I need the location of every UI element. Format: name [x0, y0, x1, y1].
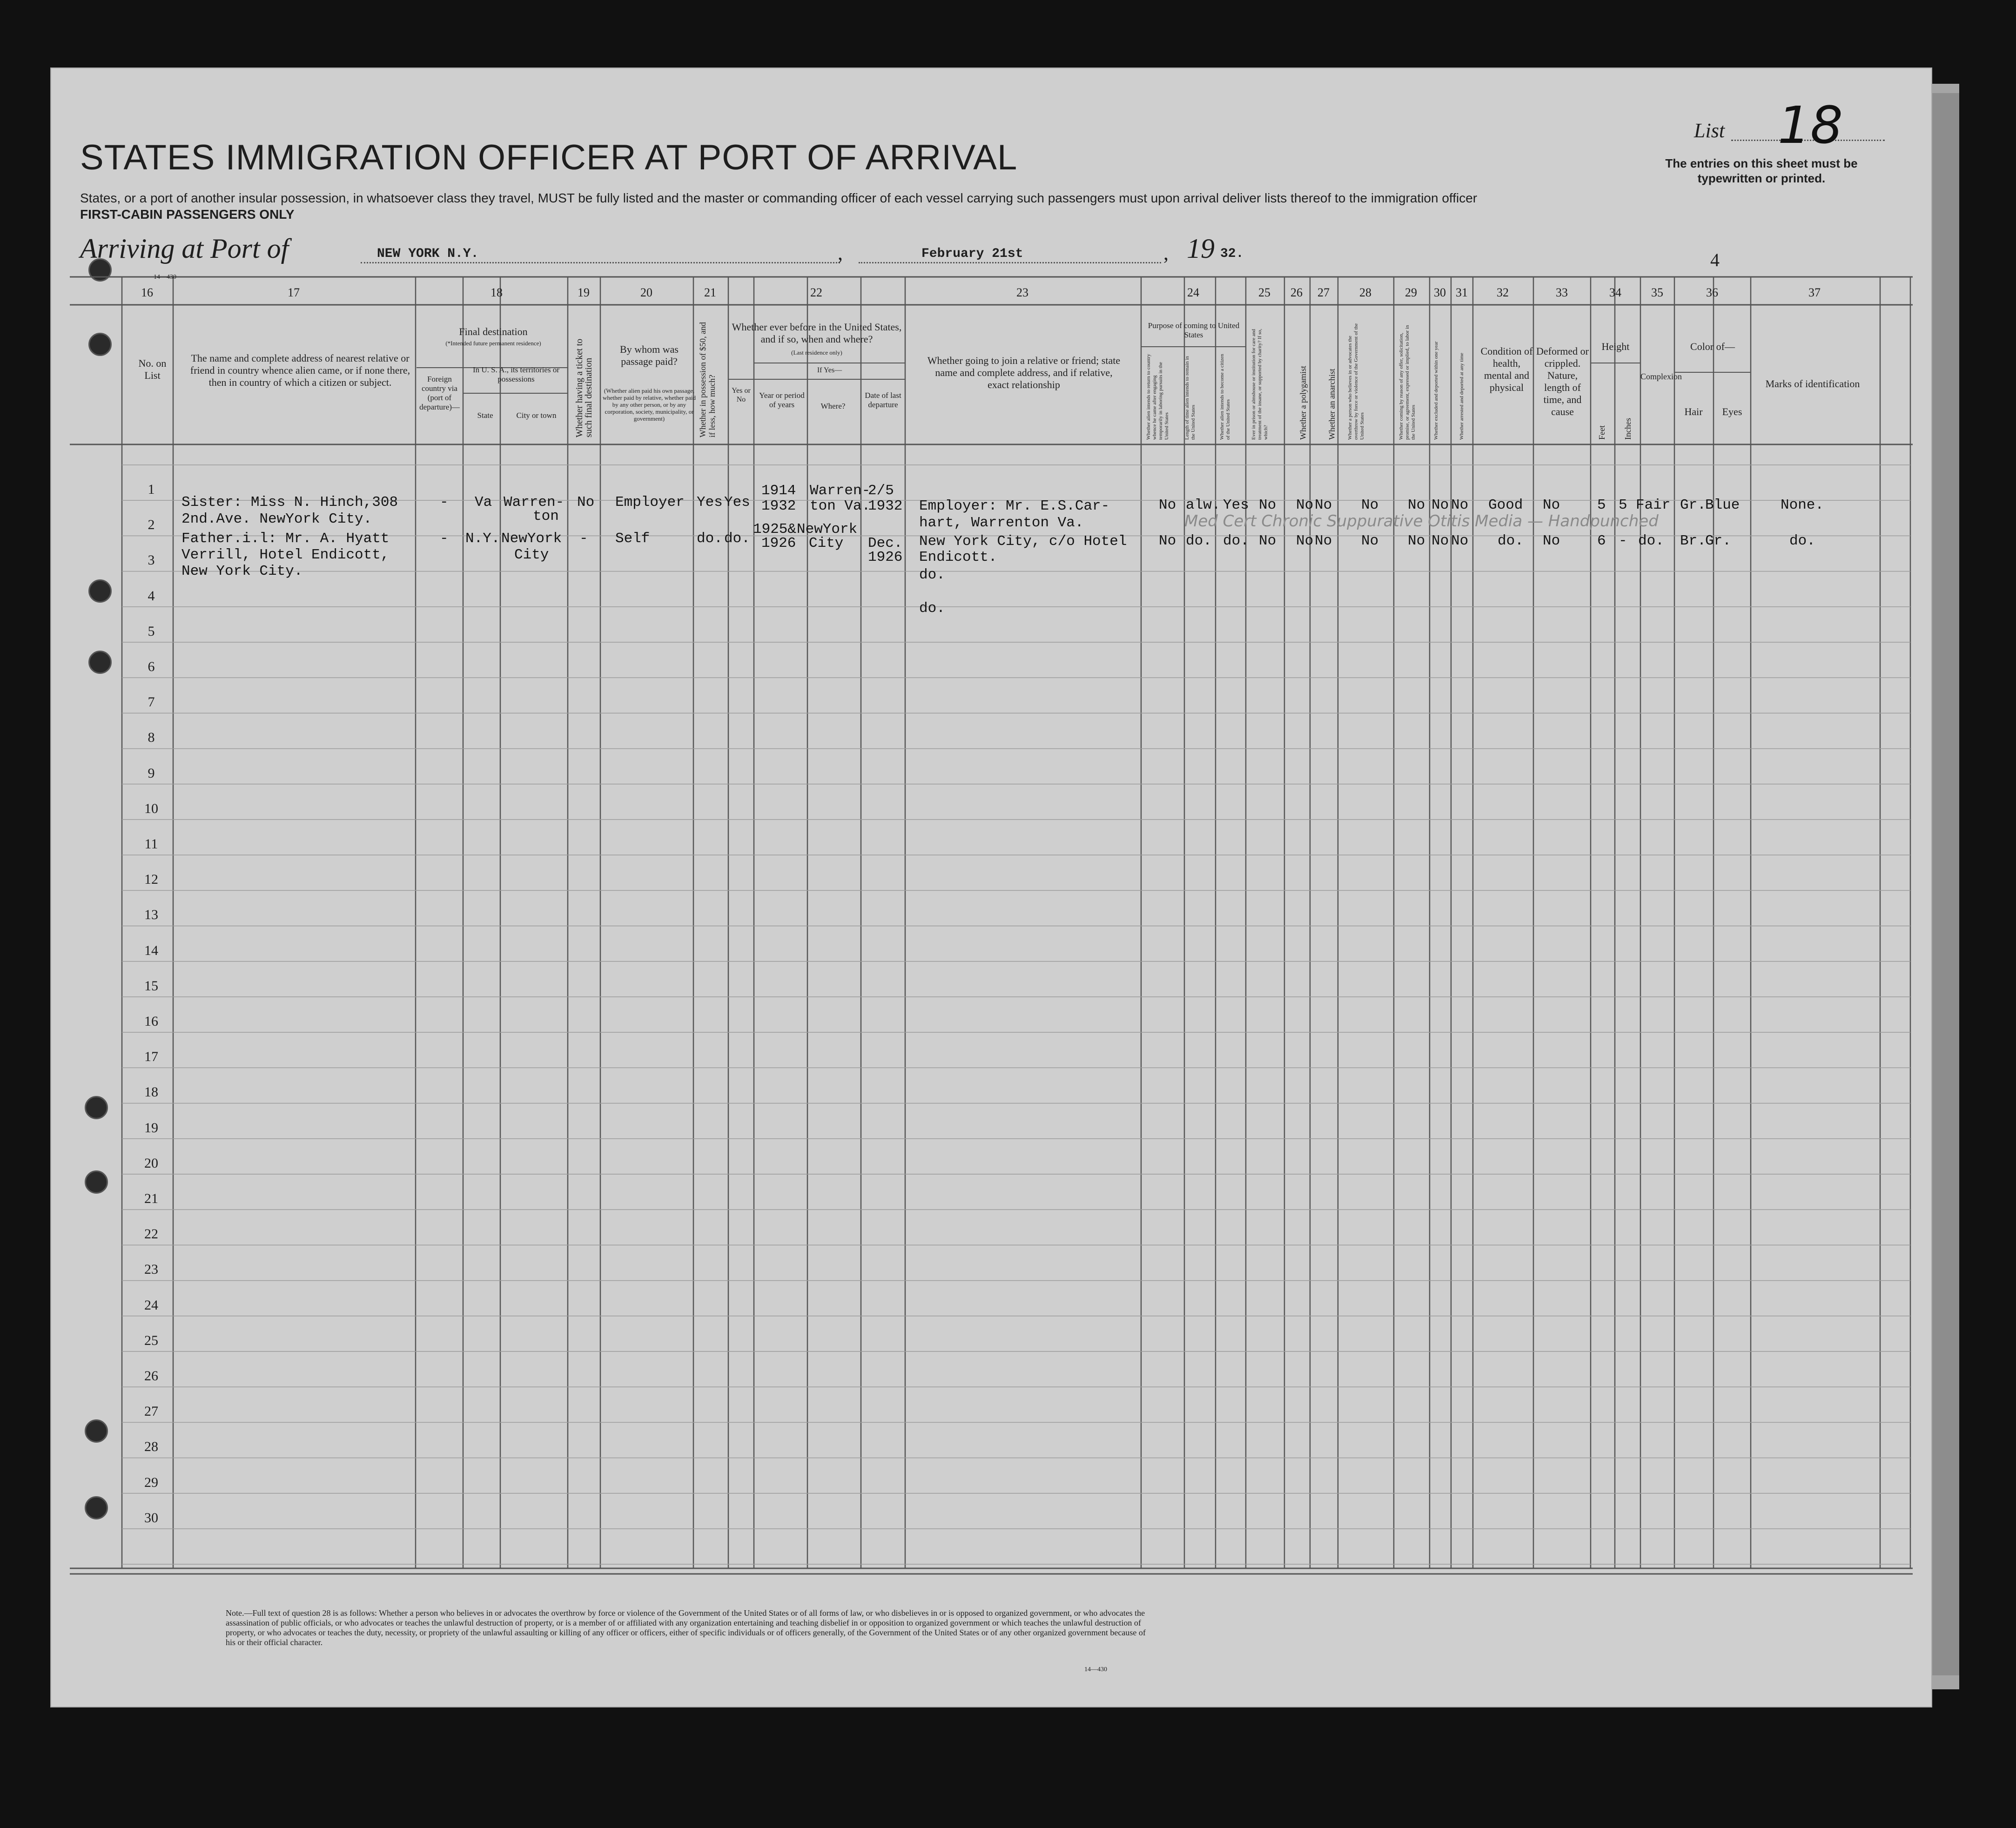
hair-color: Br. [1680, 533, 1706, 549]
years: 1926 [761, 535, 796, 551]
port-line [361, 262, 840, 263]
row-number: 25 [144, 1332, 158, 1348]
header-yes-no: Yes or No [732, 387, 751, 403]
column-number: 25 [1258, 286, 1270, 299]
foreign-country: - [440, 494, 449, 511]
column-number: 21 [704, 286, 716, 299]
arriving-label: Arriving at Port of [80, 233, 289, 264]
header-joining: Whether going to join a relative or friend; state name and complete address, and if relative, exact relationship [927, 355, 1121, 390]
row-number: 5 [148, 623, 155, 639]
row-number: 20 [144, 1155, 158, 1171]
header-money: Whether in possession of $50, and if less, how much? [698, 322, 717, 437]
header-polygamist: Whether a polygamist [1298, 366, 1308, 440]
last-departure: 1932 [868, 498, 903, 514]
handwritten-annotation: Med Cert Chronic Suppurative Otitis Media — Handpunched [1184, 512, 1659, 531]
header-last-residence: (Last residence only) [791, 349, 842, 356]
form-subtitle: States, or a port of another insular possession, in whatsoever class they travel, MUST be fully listed and the master or commanding officer of each vessel carrying such passengers must upon arrival deliver lists thereof to the immigration officer [80, 191, 1478, 205]
question-31: No [1451, 497, 1469, 513]
where: ton Va. [810, 498, 871, 514]
header-height: Height [1601, 341, 1630, 352]
header-if-yes: If Yes— [817, 366, 842, 374]
row-number: 2 [148, 517, 155, 533]
typewritten-note: The entries on this sheet must be typewritten or printed. [1665, 156, 1858, 185]
height-feet: 5 [1597, 497, 1606, 513]
return-intent: No [1159, 533, 1176, 549]
deformed: No [1543, 533, 1560, 549]
relative-address: Father.i.l: Mr. A. Hyatt [181, 531, 390, 547]
column-number: 24 [1187, 286, 1199, 299]
identification-marks: None. [1781, 497, 1824, 513]
footnote-code: 14—430 [1084, 1666, 1107, 1673]
header-q29: Whether coming by reason of any offer, solicitation, promise, or agreement, expressed or implied, to labor in the United States [1398, 325, 1416, 440]
column-number: 30 [1434, 286, 1446, 299]
destination-city: City [514, 547, 549, 563]
header-complexion: Complexion [1640, 372, 1682, 381]
complexion: Fair [1636, 497, 1671, 513]
prison: No [1259, 497, 1277, 513]
row-number: 15 [144, 978, 158, 994]
question-28: No [1361, 533, 1379, 549]
sheet-number: 4 [1710, 249, 1720, 270]
column-number: 32 [1497, 286, 1509, 299]
row-number: 26 [144, 1368, 158, 1384]
health: Good [1488, 497, 1523, 513]
relative-address: 2nd.Ave. NewYork City. [181, 511, 372, 527]
polygamist: No [1296, 533, 1314, 549]
row-number: 3 [148, 552, 155, 568]
column-number: 16 [141, 286, 153, 299]
row-number: 13 [144, 907, 158, 923]
passage-paid-by: Employer [615, 494, 685, 511]
joining-relative: Endicott. [919, 549, 997, 565]
row-number: 23 [144, 1262, 158, 1277]
eye-color: Blue [1705, 497, 1740, 513]
ever-before: do. [724, 531, 750, 547]
header-ticket: Whether having a ticket to such final destination [574, 338, 594, 437]
header-purpose: Purpose of coming to United States [1148, 321, 1240, 339]
question-29: No [1408, 497, 1425, 513]
header-in-usa: In U. S. A., its territories or possessions [472, 365, 560, 383]
header-purpose-return: Whether alien intends to return to country whence he came after engaging temporarily in laboring pursuits in the United States [1146, 354, 1169, 440]
citizen-intent: Yes [1223, 497, 1249, 513]
years: 1932 [761, 498, 796, 514]
header-health: Condition of health, mental and physical [1480, 345, 1533, 393]
header-passage-note: (Whether alien paid his own passage, whether paid by relative, whether paid by any other person, or by any corporation, society, municipality, or government) [603, 387, 696, 422]
column-number: 19 [578, 286, 590, 299]
deformed: No [1543, 497, 1560, 513]
question-30: No [1431, 533, 1449, 549]
row-number: 9 [148, 765, 155, 781]
hair-color: Gr. [1680, 497, 1706, 513]
column-number: 35 [1651, 286, 1663, 299]
health: do. [1498, 533, 1524, 549]
header-where: Where? [820, 402, 846, 410]
column-number: 23 [1016, 286, 1028, 299]
row-number: 6 [148, 659, 155, 674]
row-number: 7 [148, 694, 155, 710]
row-number: 1 [148, 482, 155, 497]
header-last-departure: Date of last departure [865, 391, 901, 409]
ditto-mark: do. [919, 600, 945, 617]
last-departure: Dec. [868, 535, 903, 551]
destination-city: ton [533, 508, 559, 524]
form-code: 14—430 [154, 274, 176, 281]
years: 1925& [753, 521, 797, 538]
column-number: 18 [491, 286, 503, 299]
row-number: 24 [144, 1297, 158, 1313]
header-color: Color of— [1690, 341, 1735, 352]
where: NewYork [797, 521, 858, 538]
complexion: do. [1638, 533, 1664, 549]
destination-state: Va [475, 494, 492, 511]
anarchist: No [1315, 497, 1332, 513]
row-number: 29 [144, 1474, 158, 1490]
header-deformed: Deformed or crippled. Nature, length of time, and cause [1536, 345, 1589, 417]
row-number: 19 [144, 1120, 158, 1136]
passenger-class: FIRST-CABIN PASSENGERS ONLY [80, 207, 295, 222]
port-value: NEW YORK N.Y. [377, 247, 479, 261]
header-q31: Whether arrested and deported at any time [1459, 353, 1465, 440]
money: do. [697, 531, 723, 547]
passage-paid-by: Self [615, 531, 650, 547]
relative-address: Verrill, Hotel Endicott, [181, 547, 390, 563]
date-line [859, 262, 1161, 263]
header-marks: Marks of identification [1765, 378, 1860, 390]
header-length-stay: Length of time alien intends to remain in the United States [1184, 356, 1196, 440]
column-number: 29 [1405, 286, 1417, 299]
header-year: Year or period of years [759, 391, 805, 409]
destination-state: N.Y. [465, 531, 500, 547]
page-title: STATES IMMIGRATION OFFICER AT PORT OF ARRIVAL [80, 138, 1018, 177]
header-ever-before: Whether ever before in the United States, and if so, when and where? [732, 321, 902, 345]
prison: No [1259, 533, 1277, 549]
header-q30: Whether excluded and deported within one year [1433, 341, 1439, 440]
comma-1: , [838, 242, 843, 264]
row-number: 8 [148, 730, 155, 746]
question-28: No [1361, 497, 1379, 513]
question-31: No [1451, 533, 1469, 549]
foreign-country: - [440, 531, 449, 547]
header-passage-paid: By whom was passage paid? [620, 343, 679, 367]
question-30: No [1431, 497, 1449, 513]
header-anarchist: Whether an anarchist [1327, 369, 1337, 440]
footnote: Note.—Full text of question 28 is as follows: Whether a person who believes in or advocates the overthrow by force or violence of the Government of the United States or of all forms of law, or who disbelieves in or is opposed to organized government, or who advocates the assassination of public officials, or who advocates or teaches the unlawful destruction of property, or is a member of or affiliated with any organization entertaining and teaching disbelief in or opposition to organized government or which teaches the unlawful destruction of property, or who advocates or teaches the duty, necessity, or propriety of the unlawful assaulting or killing of any officer or officers, either of specific individuals or of officers generally, of the Government of the United States or of any other organized government because of his or their official character. [226, 1608, 1146, 1647]
header-state: State [477, 411, 493, 420]
column-number: 26 [1290, 286, 1303, 299]
column-number: 27 [1317, 286, 1330, 299]
header-citizen-intent: Whether alien intends to become a citizen of the United States [1219, 354, 1231, 440]
destination-city: Warren- [504, 494, 564, 511]
where: City [809, 535, 844, 551]
joining-relative: hart, Warrenton Va. [919, 515, 1084, 531]
year-suffix: 32. [1220, 247, 1244, 261]
joining-relative: New York City, c/o Hotel [919, 533, 1127, 550]
joining-relative: Employer: Mr. E.S.Car- [919, 498, 1110, 514]
ticket: No [577, 494, 595, 511]
last-departure: 2/5 [868, 483, 894, 499]
question-29: No [1408, 533, 1425, 549]
row-number: 10 [144, 800, 158, 816]
header-eyes: Eyes [1722, 406, 1742, 417]
row-number: 22 [144, 1226, 158, 1242]
money: Yes [697, 494, 723, 511]
list-number: 18 [1778, 95, 1843, 155]
header-q28: Whether a person who believes in or advocates the overthrow by force or violence of the Government of the United States [1347, 323, 1365, 440]
length-of-stay: alw. [1186, 497, 1221, 513]
relative-address: Sister: Miss N. Hinch,308 [181, 494, 398, 511]
height-feet: 6 [1597, 533, 1606, 549]
header-final-destination: Final destination [459, 326, 528, 337]
polygamist: No [1296, 497, 1314, 513]
header-final-destination-note: (*Intended future permanent residence) [445, 340, 541, 347]
column-number: 36 [1706, 286, 1718, 299]
height-inches: - [1619, 533, 1627, 549]
header-inches: Inches [1623, 418, 1633, 440]
length-of-stay: do. [1186, 533, 1212, 549]
header-prison: Ever in prison or almshouse or institution for care and treatment of the insane, or supported by charity? If so, which? [1251, 329, 1269, 440]
row-number: 16 [144, 1014, 158, 1029]
relative-address: New York City. [181, 563, 303, 579]
row-number: 4 [148, 588, 155, 604]
identification-marks: do. [1789, 533, 1815, 549]
column-number: 28 [1359, 286, 1371, 299]
header-nearest-relative: The name and complete address of nearest relative or friend in country whence alien came, or if none there, then in country of which a citizen or subject. [190, 352, 410, 388]
column-number: 33 [1556, 286, 1568, 299]
date-value: February 21st [921, 247, 1023, 261]
years: 1914 [761, 483, 796, 499]
row-number: 30 [144, 1510, 158, 1526]
destination-city: NewYork [501, 531, 562, 547]
column-number: 37 [1808, 286, 1821, 299]
header-no-on-list: No. on List [138, 357, 167, 381]
column-number: 34 [1609, 286, 1621, 299]
row-number: 11 [144, 836, 158, 852]
return-intent: No [1159, 497, 1176, 513]
row-number: 21 [144, 1191, 158, 1206]
year-prefix: 19 [1187, 233, 1215, 264]
comma-2: , [1163, 242, 1169, 264]
header-hair: Hair [1684, 406, 1703, 417]
ditto-mark: do. [919, 567, 945, 583]
anarchist: No [1315, 533, 1332, 549]
header-city: City or town [516, 411, 557, 420]
row-number: 14 [144, 942, 158, 958]
row-number: 28 [144, 1439, 158, 1455]
column-number: 17 [288, 286, 300, 299]
header-foreign-country: Foreign country via (port of departure)— [419, 375, 460, 411]
last-departure: 1926 [868, 549, 903, 565]
citizen-intent: do. [1223, 533, 1249, 549]
row-number: 17 [144, 1049, 158, 1065]
row-number: 27 [144, 1404, 158, 1419]
column-number: 22 [810, 286, 822, 299]
column-number: 31 [1456, 286, 1468, 299]
header-feet: Feet [1597, 425, 1606, 440]
ever-before: Yes [724, 494, 750, 511]
list-label: List [1694, 119, 1725, 142]
row-number: 12 [144, 872, 158, 887]
row-number: 18 [144, 1084, 158, 1100]
eye-color: Gr. [1705, 533, 1731, 549]
where: Warren- [810, 483, 871, 499]
ticket: - [579, 531, 588, 547]
height-inches: 5 [1619, 497, 1627, 513]
column-number: 20 [640, 286, 652, 299]
